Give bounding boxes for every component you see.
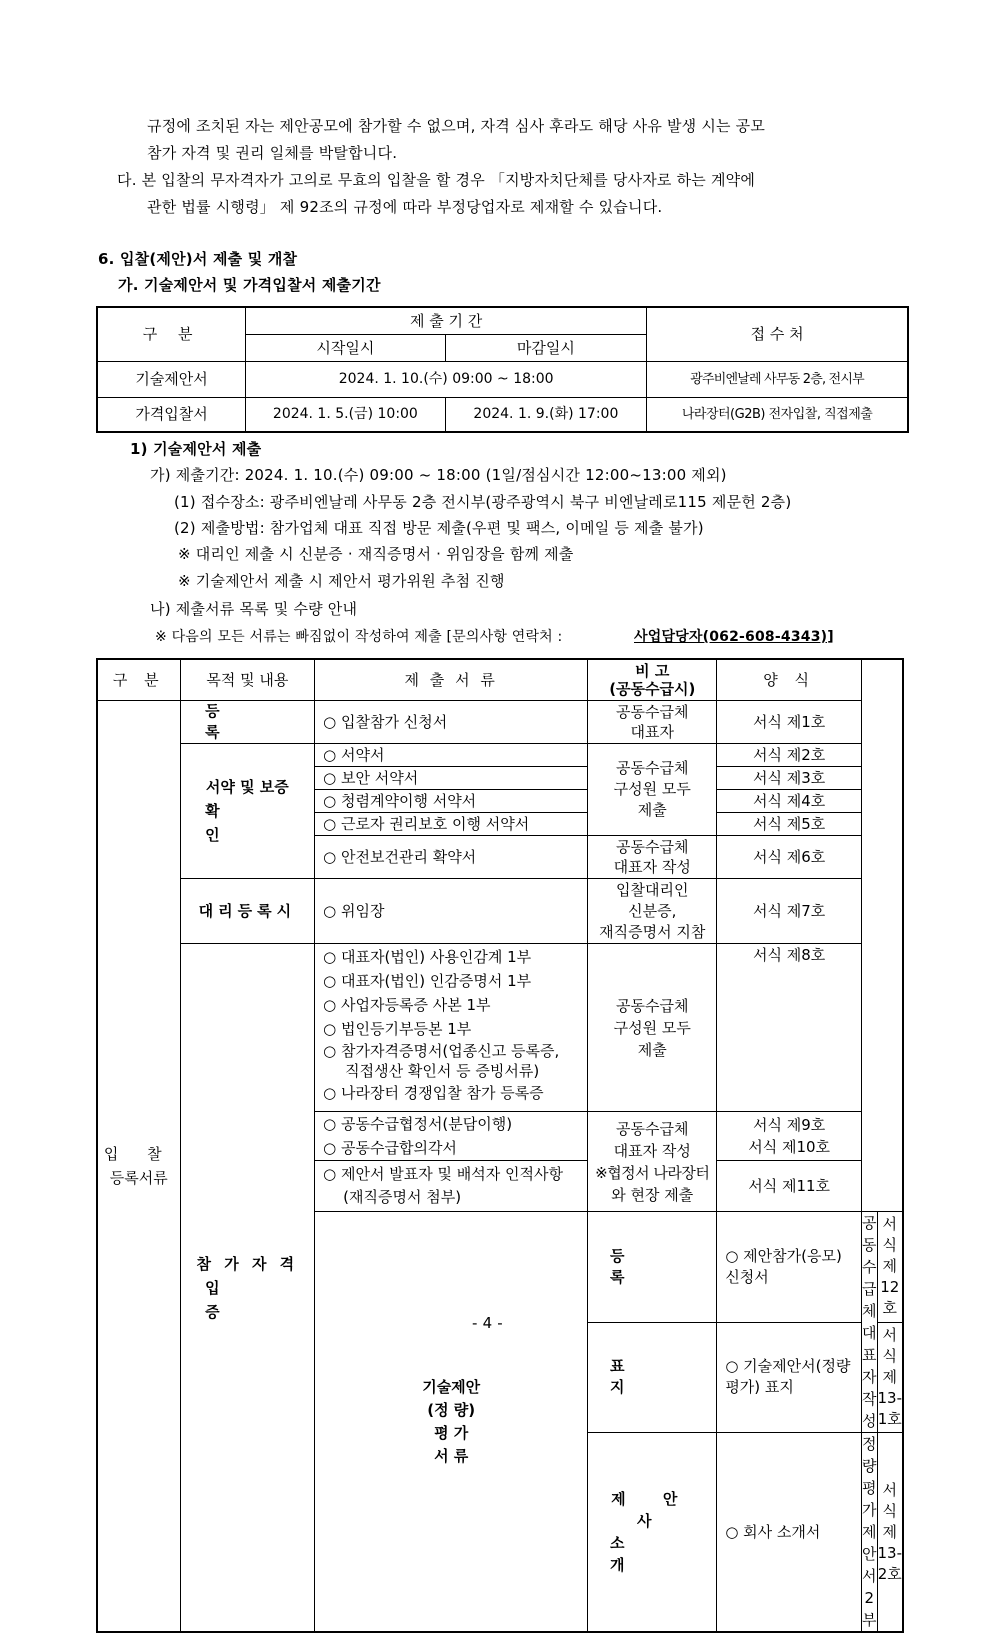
cat-pledge-b: 확 인 — [205, 802, 290, 844]
t2-header-gubun: 구 분 — [97, 659, 180, 701]
doc-company-profile: ○ 회사 소개서 — [717, 1433, 862, 1633]
cat-pledge — [180, 744, 315, 879]
note-6-b: 대표자 작성 — [613, 1141, 691, 1160]
cat-register-2: 등 록 — [588, 1212, 717, 1323]
doc-joint-memorandum: ○ 공동수급합의각서 — [323, 1139, 457, 1157]
cat-agent: 대리등록시 — [180, 879, 315, 944]
detail-5: ※ 대리인 제출 시 신분증 · 재직증명서 · 위임장을 함께 제출 — [178, 545, 574, 563]
doc-qualification-cert-a: ○ 참가자격증명서(업종신고 등록증, — [323, 1042, 560, 1060]
note-1-b: 대표자 — [630, 723, 675, 741]
doc-joint-agreements — [315, 1112, 588, 1161]
note-4 — [588, 879, 717, 944]
t2-header-purpose: 목적 및 내용 — [180, 659, 315, 701]
note-3 — [588, 836, 717, 879]
doc-presenter-info-b: (재직증명서 첨부) — [343, 1188, 462, 1206]
note-7-b: 대표자 작성 — [862, 1324, 877, 1430]
form-4: 서식 제4호 — [717, 790, 862, 813]
t1-row2-name: 가격입찰서 — [97, 398, 246, 433]
detail-2: 가) 제출기간: 2024. 1. 10.(수) 09:00 ~ 18:00 (1일/점심시간 12:00~13:00 제외) — [150, 466, 727, 484]
group-tech-docs-a: 기술제안 — [422, 1377, 481, 1396]
form-13-2: 서식 제13-2호 — [877, 1433, 903, 1633]
doc-qualification-list — [315, 944, 588, 1112]
group-bid-docs-b: 등록서류 — [109, 1169, 168, 1187]
doc-joint-contract: ○ 공동수급협정서(분담이행) — [323, 1115, 513, 1133]
form-1: 서식 제1호 — [717, 701, 862, 744]
note-2-b: 구성원 모두 — [613, 780, 691, 798]
t1-row1-place: 광주비엔날레 사무동 2층, 전시부 — [647, 362, 908, 398]
section-subtitle: 가. 기술제안서 및 가격입찰서 제출기간 — [118, 276, 381, 294]
t2-header-note-a: 비 고 — [635, 662, 670, 680]
note-2 — [588, 744, 717, 836]
doc-integrity-pledge: ○ 청렴계약이행 서약서 — [315, 790, 588, 813]
cat-company-intro-a: 제 안 사 — [611, 1490, 694, 1530]
doc-g2b-registration: ○ 나라장터 경쟁입찰 참가 등록증 — [323, 1084, 544, 1102]
detail-1: 1) 기술제안서 제출 — [130, 440, 262, 458]
form-9-10 — [717, 1112, 862, 1161]
cat-pledge-a: 서약 및 보증 — [205, 778, 289, 796]
detail-7: 나) 제출서류 목록 및 수량 안내 — [150, 600, 358, 618]
note-4-a: 입찰대리인 — [616, 880, 689, 899]
cat-qualification-b: 입 증 — [205, 1278, 290, 1321]
intro-line-3: 다. 본 입찰의 무자격자가 고의로 무효의 입찰을 할 경우 「지방자치단체를 당사자로 하는 계약에 — [117, 171, 756, 189]
t2-header-note — [588, 659, 717, 701]
note-4-c: 재직증명서 지참 — [599, 922, 706, 941]
form-13-1: 서식 제13-1호 — [877, 1322, 903, 1433]
form-8: 서식 제8호 — [717, 944, 862, 1112]
doc-presenter-info-a: ○ 제안서 발표자 및 배석자 인적사항 — [323, 1165, 563, 1183]
t2-header-note-b: (공동수급시) — [609, 680, 696, 698]
doc-security-pledge: ○ 보안 서약서 — [315, 767, 588, 790]
form-3: 서식 제3호 — [717, 767, 862, 790]
doc-application: ○ 입찰참가 신청서 — [315, 701, 588, 744]
doc-presenter-info — [315, 1161, 588, 1212]
doc-proposal-application: ○ 제안참가(응모) 신청서 — [717, 1212, 862, 1323]
note-3-a: 공동수급체 — [616, 838, 689, 856]
t1-row2-place: 나라장터(G2B) 전자입찰, 직접제출 — [647, 398, 908, 433]
note-1 — [588, 701, 717, 744]
doc-worker-rights-pledge: ○ 근로자 권리보호 이행 서약서 — [315, 813, 588, 836]
note-8-a: 정량평가 — [862, 1435, 877, 1519]
note-7-a: 공동수급체 — [862, 1214, 877, 1320]
note-8-b: 제안서 2부 — [862, 1523, 877, 1629]
cat-company-intro — [588, 1433, 717, 1633]
cat-qualification — [180, 944, 315, 1633]
group-tech-docs-c: 평 가 — [434, 1423, 469, 1442]
detail-6: ※ 기술제안서 제출 시 제안서 평가위원 추첨 진행 — [178, 572, 505, 590]
t1-header-place: 접 수 처 — [647, 307, 908, 362]
note-6 — [588, 1112, 717, 1212]
detail-8: ※ 다음의 모든 서류는 빠짐없이 작성하여 제출 [문의사항 연락처 : — [155, 629, 563, 645]
doc-seal-registration: ○ 대표자(법인) 사용인감계 1부 — [323, 948, 532, 966]
note-7 — [862, 1212, 878, 1433]
t1-header-start: 시작일시 — [246, 335, 446, 362]
doc-corporate-registry: ○ 법인등기부등본 1부 — [323, 1020, 472, 1038]
note-5-c: 제출 — [637, 1040, 667, 1059]
note-1-a: 공동수급체 — [616, 703, 689, 721]
note-4-b: 신분증, — [628, 901, 677, 920]
doc-power-of-attorney: ○ 위임장 — [315, 879, 588, 944]
doc-pledge: ○ 서약서 — [315, 744, 588, 767]
group-bid-docs-a: 입 찰 — [103, 1145, 174, 1163]
form-12: 서식 제12호 — [877, 1212, 903, 1323]
t1-header-gubun: 구 분 — [97, 307, 246, 362]
t1-row2-end: 2024. 1. 9.(화) 17:00 — [445, 398, 647, 433]
t2-header-form: 양 식 — [717, 659, 862, 701]
note-5-b: 구성원 모두 — [613, 1018, 691, 1037]
form-7: 서식 제7호 — [717, 879, 862, 944]
form-10: 서식 제10호 — [748, 1138, 831, 1156]
t1-row2-start: 2024. 1. 5.(금) 10:00 — [246, 398, 446, 433]
note-6-a: 공동수급체 — [616, 1119, 689, 1138]
doc-proposal-cover: ○ 기술제안서(정량평가) 표지 — [717, 1322, 862, 1433]
note-8 — [862, 1433, 878, 1633]
form-9: 서식 제9호 — [753, 1116, 826, 1134]
t1-row1-period: 2024. 1. 10.(수) 09:00 ~ 18:00 — [246, 362, 647, 398]
doc-business-registration: ○ 사업자등록증 사본 1부 — [323, 996, 491, 1014]
note-2-a: 공동수급체 — [616, 759, 689, 777]
t1-row1-name: 기술제안서 — [97, 362, 246, 398]
intro-line-1: 규정에 조치된 자는 제안공모에 참가할 수 없으며, 자격 심사 후라도 해당 사유 발생 시는 공모 — [147, 117, 766, 135]
intro-line-4: 관한 법률 시행령」 제 92조의 규정에 따라 부정당업자로 제재할 수 있습니다. — [147, 198, 663, 216]
note-6-c: ※협정서 나라장터 — [595, 1163, 710, 1182]
note-2-c: 제출 — [637, 801, 667, 819]
group-bid-docs — [97, 701, 180, 1633]
group-tech-docs-b: (정 량) — [427, 1400, 476, 1419]
detail-3: (1) 접수장소: 광주비엔날레 사무동 2층 전시부(광주광역시 북구 비엔날레로115 제문헌 2층) — [174, 493, 792, 511]
group-tech-docs — [315, 1212, 588, 1633]
t2-header-docs: 제 출 서 류 — [315, 659, 588, 701]
form-5: 서식 제5호 — [717, 813, 862, 836]
contact-info: 사업담당자(062-608-4343)] — [634, 629, 834, 645]
form-6: 서식 제6호 — [717, 836, 862, 879]
page-number: - 4 - — [472, 1314, 503, 1332]
form-11: 서식 제11호 — [717, 1161, 862, 1212]
t1-header-end: 마감일시 — [445, 335, 647, 362]
doc-qualification-cert-b: 직접생산 확인서 등 증빙서류) — [345, 1062, 540, 1080]
doc-safety-pledge: ○ 안전보건관리 확약서 — [315, 836, 588, 879]
cat-register: 등 록 — [180, 701, 315, 744]
note-6-d: 와 현장 제출 — [611, 1185, 694, 1204]
intro-line-2: 참가 자격 및 권리 일체를 박탈합니다. — [147, 144, 398, 162]
cat-qualification-a: 참 가 자 격 — [196, 1254, 299, 1273]
doc-seal-certificate: ○ 대표자(법인) 인감증명서 1부 — [323, 972, 532, 990]
t1-header-period: 제 출 기 간 — [246, 307, 647, 335]
note-3-b: 대표자 작성 — [613, 858, 691, 876]
note-5-a: 공동수급체 — [616, 996, 689, 1015]
note-5 — [588, 944, 717, 1112]
submission-period-table — [96, 306, 909, 433]
cat-cover: 표 지 — [588, 1322, 717, 1433]
form-2: 서식 제2호 — [717, 744, 862, 767]
group-tech-docs-d: 서 류 — [434, 1446, 469, 1465]
documents-table — [96, 658, 904, 1633]
cat-company-intro-b: 소 개 — [610, 1534, 695, 1574]
section-title: 6. 입찰(제안)서 제출 및 개찰 — [98, 250, 298, 268]
detail-4: (2) 제출방법: 참가업체 대표 직접 방문 제출(우편 및 팩스, 이메일 등 제출 불가) — [174, 519, 704, 537]
